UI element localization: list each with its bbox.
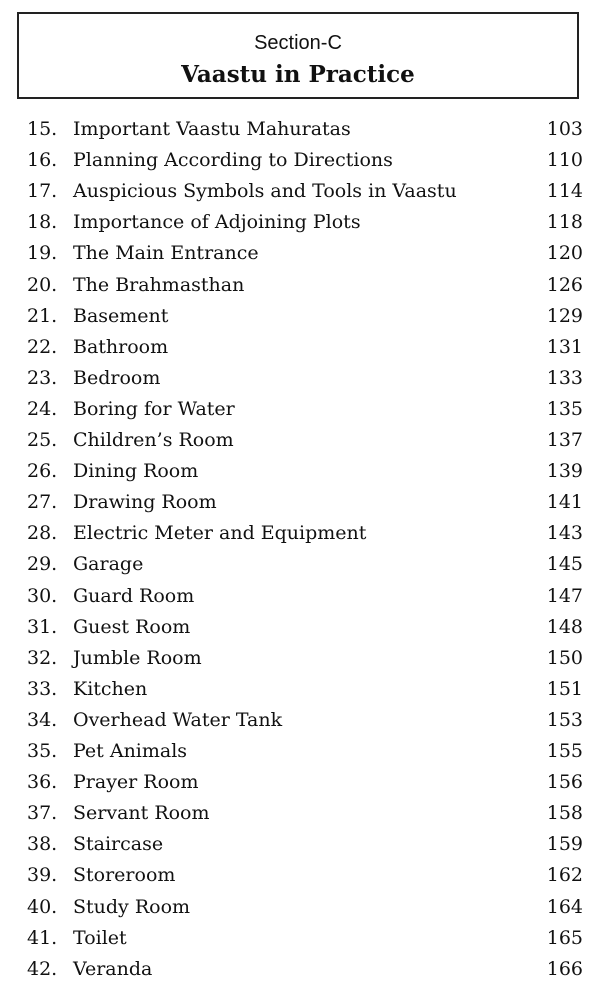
toc-entry-title: Bedroom	[73, 366, 161, 389]
toc-entry-number: 41.	[27, 926, 58, 949]
toc-entry	[0, 767, 600, 798]
toc-entry	[0, 425, 600, 456]
toc-entry	[0, 581, 600, 612]
toc-entry-title: Basement	[73, 304, 169, 327]
toc-entry	[0, 518, 600, 549]
toc-entry-page-number: 156	[546, 771, 583, 794]
toc-entry	[0, 145, 600, 176]
toc-entry	[0, 394, 600, 425]
toc-entry-page-number: 150	[546, 646, 583, 669]
toc-entry-page-number: 162	[546, 864, 583, 887]
toc-entry-number: 31.	[27, 615, 58, 638]
toc-entry-page-number: 139	[546, 460, 583, 483]
section-title: Vaastu in Practice	[181, 61, 415, 88]
toc-entry-number: 24.	[27, 397, 58, 420]
toc-entry-number: 27.	[27, 491, 58, 514]
toc-entry-number: 29.	[27, 553, 58, 576]
toc-entry	[0, 923, 600, 954]
toc-entry-title: Servant Room	[73, 802, 210, 825]
toc-entry-title: Kitchen	[73, 677, 148, 700]
toc-entry-title: Guest Room	[73, 615, 191, 638]
toc-entry	[0, 456, 600, 487]
toc-entry-title: Veranda	[73, 957, 153, 980]
toc-entry-title: Bathroom	[73, 335, 169, 358]
toc-entry	[0, 674, 600, 705]
toc-entry-title: Electric Meter and Equipment	[73, 522, 367, 545]
toc-entry-title: Important Vaastu Mahuratas	[73, 118, 351, 140]
toc-entry-number: 30.	[27, 584, 58, 607]
toc-entry-title: Importance of Adjoining Plots	[73, 211, 361, 234]
toc-entry	[0, 238, 600, 269]
toc-entry-page-number: 141	[546, 491, 583, 514]
toc-entry	[0, 829, 600, 860]
toc-entry	[0, 270, 600, 301]
toc-entry-page-number: 165	[546, 926, 583, 949]
toc-entry-title: The Brahmasthan	[73, 273, 245, 296]
toc-entry	[0, 487, 600, 518]
toc-entry-page-number: 143	[546, 522, 583, 545]
toc-entry-number: 34.	[27, 708, 58, 731]
toc-entry-title: Storeroom	[73, 864, 176, 887]
toc-entry	[0, 176, 600, 207]
toc-entry	[0, 114, 600, 145]
toc-entry-page-number: 137	[546, 429, 583, 451]
toc-entry-page-number: 133	[546, 366, 583, 389]
toc-entry-page-number: 147	[546, 584, 583, 607]
toc-entry-title: Boring for Water	[73, 397, 235, 420]
toc-entry-number: 16.	[27, 149, 58, 172]
toc-entry-title: Auspicious Symbols and Tools in Vaastu	[73, 180, 457, 203]
toc-entry-title: Guard Room	[73, 584, 195, 607]
toc-entry-number: 22.	[27, 335, 58, 358]
toc-entry	[0, 954, 600, 985]
toc-entry-number: 36.	[27, 771, 58, 794]
toc-entry-page-number: 158	[546, 802, 583, 825]
toc-entry	[0, 301, 600, 332]
toc-entry-title: Drawing Room	[73, 491, 217, 514]
toc-entry-title: Prayer Room	[73, 771, 199, 794]
toc-entry-page-number: 164	[546, 895, 583, 918]
toc-entry-page-number: 126	[546, 273, 583, 296]
toc-entry	[0, 207, 600, 238]
toc-entry-title: Children’s Room	[73, 429, 234, 451]
toc-entry-title: Pet Animals	[73, 740, 188, 762]
toc-entry-number: 39.	[27, 864, 58, 887]
toc-entry-number: 19.	[27, 242, 58, 265]
toc-entry	[0, 363, 600, 394]
toc-entry	[0, 705, 600, 736]
toc-entry	[0, 798, 600, 829]
toc-entry	[0, 860, 600, 891]
toc-entry-title: The Main Entrance	[73, 242, 259, 265]
toc-entry-number: 17.	[27, 180, 58, 203]
toc-entry-page-number: 135	[546, 397, 583, 420]
toc-entry-number: 21.	[27, 304, 58, 327]
toc-entry-title: Dining Room	[73, 460, 199, 483]
toc-entry-page-number: 155	[546, 740, 583, 762]
toc-entry-number: 32.	[27, 646, 58, 669]
toc-entry-number: 25.	[27, 429, 58, 451]
toc-entry-page-number: 151	[546, 677, 583, 700]
toc-entry-number: 28.	[27, 522, 58, 545]
toc-entry-page-number: 110	[546, 149, 583, 172]
toc-entry-page-number: 131	[546, 335, 583, 358]
toc-entry-page-number: 103	[546, 118, 583, 140]
toc-entry-page-number: 114	[546, 180, 583, 203]
toc-entry-number: 40.	[27, 895, 58, 918]
toc-entry-number: 35.	[27, 740, 58, 762]
toc-entry	[0, 643, 600, 674]
toc-entry-page-number: 145	[546, 553, 583, 576]
toc-entry	[0, 612, 600, 643]
toc-entry-page-number: 129	[546, 304, 583, 327]
toc-entry-title: Overhead Water Tank	[73, 708, 283, 731]
toc-entry	[0, 736, 600, 767]
toc-entry-page-number: 153	[546, 708, 583, 731]
toc-entry-title: Jumble Room	[73, 646, 202, 669]
toc-entry-page-number: 120	[546, 242, 583, 265]
toc-entry-title: Staircase	[73, 833, 164, 856]
toc-entry-title: Planning According to Directions	[73, 149, 393, 172]
toc-entry-number: 38.	[27, 833, 58, 856]
toc-entry-number: 15.	[27, 118, 58, 140]
toc-entry	[0, 892, 600, 923]
toc-entry-page-number: 159	[546, 833, 583, 856]
toc-entry-page-number: 148	[546, 615, 583, 638]
toc-entry	[0, 549, 600, 580]
toc-entry-number: 23.	[27, 366, 58, 389]
toc-entry-number: 37.	[27, 802, 58, 825]
toc-entry-title: Study Room	[73, 895, 191, 918]
toc-entry-number: 26.	[27, 460, 58, 483]
toc-entry-number: 20.	[27, 273, 58, 296]
toc-entry-number: 42.	[27, 957, 58, 980]
toc-entry-title: Toilet	[73, 926, 127, 949]
section-label: Section-C	[254, 32, 342, 54]
toc-entry-page-number: 166	[546, 957, 583, 980]
toc-entry-page-number: 118	[546, 211, 583, 234]
toc-entry-title: Garage	[73, 553, 144, 576]
toc-entry-number: 18.	[27, 211, 58, 234]
toc-entry	[0, 332, 600, 363]
toc-entry-number: 33.	[27, 677, 58, 700]
